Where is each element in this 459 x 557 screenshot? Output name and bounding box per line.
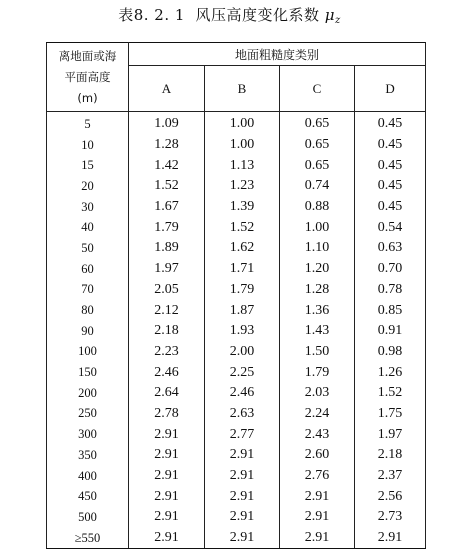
coefficient-cell-d: 0.45: [355, 135, 426, 156]
coefficient-cell-d: 0.78: [355, 280, 426, 301]
coefficient-cell-d: 0.45: [355, 197, 426, 218]
coefficient-cell-a: 2.91: [129, 424, 205, 445]
coefficient-cell-c: 0.65: [280, 135, 355, 156]
coefficient-cell-b: 2.91: [205, 507, 280, 528]
coefficient-cell-a: 2.12: [129, 300, 205, 321]
coefficient-cell-c: 2.03: [280, 383, 355, 404]
table-row: [47, 321, 426, 342]
wind-pressure-height-table: [46, 42, 426, 549]
height-cell: 30: [47, 197, 129, 218]
height-cell: ≥550: [47, 528, 129, 549]
coefficient-cell-c: 2.91: [280, 507, 355, 528]
coefficient-cell-c: 2.91: [280, 528, 355, 549]
coefficient-cell-b: 1.13: [205, 155, 280, 176]
coefficient-cell-b: 1.52: [205, 217, 280, 238]
height-cell: 50: [47, 238, 129, 259]
coefficient-cell-d: 1.52: [355, 383, 426, 404]
coefficient-cell-a: 2.23: [129, 342, 205, 363]
height-column-header: [47, 43, 129, 112]
coefficient-cell-d: 1.75: [355, 404, 426, 425]
height-header-line: 平面高度: [64, 69, 111, 84]
roughness-group-header: 地面粗糙度类别: [129, 43, 426, 66]
height-cell: 70: [47, 280, 129, 301]
coefficient-cell-a: 2.91: [129, 466, 205, 487]
coefficient-cell-c: 1.36: [280, 300, 355, 321]
coefficient-cell-b: 1.71: [205, 259, 280, 280]
coefficient-cell-d: 2.37: [355, 466, 426, 487]
coefficient-cell-d: 0.63: [355, 238, 426, 259]
table-row: [47, 445, 426, 466]
coefficient-cell-c: 0.88: [280, 197, 355, 218]
height-cell: 80: [47, 300, 129, 321]
table-body: [47, 112, 426, 549]
category-header-d: D: [355, 66, 426, 112]
coefficient-cell-d: 2.56: [355, 486, 426, 507]
coefficient-cell-d: 0.98: [355, 342, 426, 363]
coefficient-cell-a: 1.97: [129, 259, 205, 280]
table-row: [47, 217, 426, 238]
table-caption: [0, 6, 459, 30]
coefficient-cell-d: 0.45: [355, 155, 426, 176]
table-row: [47, 486, 426, 507]
height-cell: 20: [47, 176, 129, 197]
table-row: [47, 259, 426, 280]
coefficient-cell-d: 0.54: [355, 217, 426, 238]
category-header-b: B: [205, 66, 280, 112]
coefficient-cell-d: 0.91: [355, 321, 426, 342]
coefficient-cell-c: 0.65: [280, 112, 355, 135]
coefficient-cell-a: 2.91: [129, 507, 205, 528]
coefficient-cell-d: 2.73: [355, 507, 426, 528]
table-row: [47, 383, 426, 404]
coefficient-cell-a: 2.64: [129, 383, 205, 404]
coefficient-cell-b: 2.91: [205, 466, 280, 487]
coefficient-cell-d: 0.85: [355, 300, 426, 321]
coefficient-cell-a: 1.79: [129, 217, 205, 238]
coefficient-cell-d: 0.45: [355, 112, 426, 135]
table-row: [47, 342, 426, 363]
coefficient-cell-b: 2.25: [205, 362, 280, 383]
coefficient-cell-a: 1.42: [129, 155, 205, 176]
table-row: [47, 112, 426, 135]
caption-title: 风压高度变化系数: [195, 6, 320, 24]
coefficient-cell-a: 1.52: [129, 176, 205, 197]
coefficient-cell-d: 0.70: [355, 259, 426, 280]
coefficient-cell-d: 1.26: [355, 362, 426, 383]
category-header-a: A: [129, 66, 205, 112]
coefficient-cell-b: 2.77: [205, 424, 280, 445]
height-cell: 90: [47, 321, 129, 342]
height-cell: 500: [47, 507, 129, 528]
coefficient-cell-a: 1.09: [129, 112, 205, 135]
table-row: [47, 528, 426, 549]
height-cell: 150: [47, 362, 129, 383]
height-cell: 200: [47, 383, 129, 404]
coefficient-cell-a: 2.91: [129, 445, 205, 466]
coefficient-cell-c: 2.24: [280, 404, 355, 425]
height-cell: 40: [47, 217, 129, 238]
height-header-line: (m): [77, 90, 98, 105]
coefficient-cell-d: 2.18: [355, 445, 426, 466]
coefficient-cell-d: 1.97: [355, 424, 426, 445]
category-header-c: C: [280, 66, 355, 112]
table-row: [47, 135, 426, 156]
height-header-line: 离地面或海: [58, 48, 117, 63]
coefficient-cell-a: 1.28: [129, 135, 205, 156]
height-cell: 15: [47, 155, 129, 176]
coefficient-cell-c: 0.74: [280, 176, 355, 197]
coefficient-cell-d: 2.91: [355, 528, 426, 549]
height-cell: 400: [47, 466, 129, 487]
coefficient-cell-a: 2.91: [129, 486, 205, 507]
coefficient-cell-b: 1.23: [205, 176, 280, 197]
coefficient-cell-c: 1.00: [280, 217, 355, 238]
table-row: [47, 238, 426, 259]
height-cell: 10: [47, 135, 129, 156]
caption-symbol: $\mu_z$: [324, 6, 341, 26]
table-row: [47, 197, 426, 218]
coefficient-cell-c: 2.76: [280, 466, 355, 487]
coefficient-cell-c: 1.10: [280, 238, 355, 259]
coefficient-cell-b: 2.91: [205, 445, 280, 466]
coefficient-cell-a: 1.67: [129, 197, 205, 218]
coefficient-cell-b: 2.91: [205, 528, 280, 549]
coefficient-cell-b: 2.91: [205, 486, 280, 507]
coefficient-cell-c: 2.43: [280, 424, 355, 445]
coefficient-cell-a: 2.18: [129, 321, 205, 342]
coefficient-cell-b: 2.63: [205, 404, 280, 425]
height-cell: 60: [47, 259, 129, 280]
coefficient-cell-a: 2.91: [129, 528, 205, 549]
table-row: [47, 466, 426, 487]
height-cell: 450: [47, 486, 129, 507]
table-row: [47, 176, 426, 197]
coefficient-cell-b: 1.93: [205, 321, 280, 342]
coefficient-cell-c: 2.60: [280, 445, 355, 466]
coefficient-cell-a: 2.78: [129, 404, 205, 425]
table-row: [47, 280, 426, 301]
coefficient-cell-c: 1.79: [280, 362, 355, 383]
coefficient-cell-b: 2.46: [205, 383, 280, 404]
table-row: [47, 507, 426, 528]
coefficient-cell-a: 2.46: [129, 362, 205, 383]
table-row: [47, 424, 426, 445]
coefficient-cell-b: 1.00: [205, 112, 280, 135]
coefficient-cell-c: 1.20: [280, 259, 355, 280]
coefficient-cell-c: 1.50: [280, 342, 355, 363]
coefficient-cell-a: 1.89: [129, 238, 205, 259]
caption-number: 表8. 2. 1: [118, 6, 185, 24]
height-cell: 350: [47, 445, 129, 466]
table-row: [47, 300, 426, 321]
coefficient-cell-d: 0.45: [355, 176, 426, 197]
height-cell: 5: [47, 112, 129, 135]
height-cell: 100: [47, 342, 129, 363]
coefficient-cell-b: 1.79: [205, 280, 280, 301]
height-cell: 250: [47, 404, 129, 425]
coefficient-cell-b: 1.39: [205, 197, 280, 218]
coefficient-cell-b: 2.00: [205, 342, 280, 363]
coefficient-cell-c: 2.91: [280, 486, 355, 507]
table-row: [47, 362, 426, 383]
coefficient-cell-b: 1.62: [205, 238, 280, 259]
coefficient-cell-b: 1.87: [205, 300, 280, 321]
coefficient-cell-c: 1.28: [280, 280, 355, 301]
coefficient-cell-c: 0.65: [280, 155, 355, 176]
table-row: [47, 155, 426, 176]
height-cell: 300: [47, 424, 129, 445]
coefficient-cell-b: 1.00: [205, 135, 280, 156]
coefficient-cell-a: 2.05: [129, 280, 205, 301]
coefficient-cell-c: 1.43: [280, 321, 355, 342]
table-row: [47, 404, 426, 425]
